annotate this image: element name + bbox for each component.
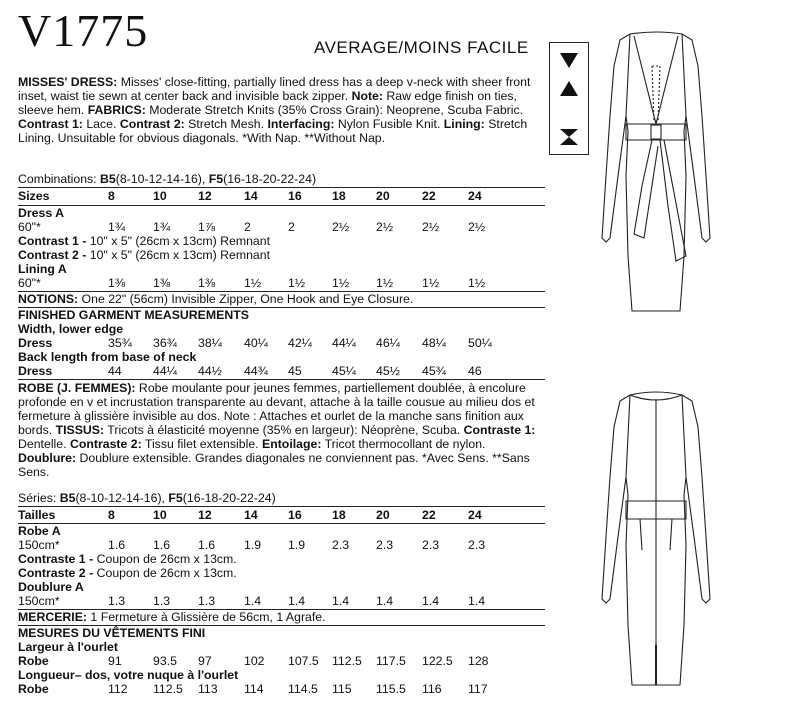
divider — [18, 523, 545, 524]
fabric-layout-icons — [549, 42, 589, 155]
french-description: ROBE (J. FEMMES): Robe moulante pour jeunes femmes, partiellement doublée, à encolure profonde en v et incrustation transparente au devant, attache à la taille cousue au milieu dos et fermeture à glissière invisible au dos. Note : Attaches et ourlet de la manche sans finition aux bords. TISSUS: Tricots à élasticité moyenne (35% en largeur): Néoprène, Scuba. Contraste 1: Dentelle. Contraste 2: Tissu filet extensible. Entoilage: Tricot thermocollant de nylon. Doublure: Doublure extensible. Grandes diagonales ne conviennent pas. *Avec Sens. **Sans Sens. — [18, 381, 536, 479]
contrast-1-row: Contrast 1 - 10" x 5" (26cm x 13cm) Remnant — [18, 234, 271, 248]
mesures-heading: MESURES DU VÊTEMENTS FINI — [18, 626, 206, 640]
largeur-label: Largeur à l'ourlet — [18, 640, 118, 654]
tailles-header-row: Tailles 8 10 12 14 16 18 20 22 24 — [18, 508, 482, 522]
back-length-label: Back length from base of neck — [18, 350, 197, 364]
doublure-a-row: 150cm* 1.3 1.3 1.3 1.4 1.4 1.4 1.4 1.4 1.4 — [18, 594, 486, 608]
fgm-heading: FINISHED GARMENT MEASUREMENTS — [18, 308, 249, 322]
lining-a-label: Lining A — [18, 262, 67, 276]
lining-a-row: 60"* 1⅜ 1⅜ 1⅜ 1½ 1½ 1½ 1½ 1½ 1½ — [18, 276, 486, 290]
english-description: MISSES' DRESS: Misses' close-fitting, partially lined dress has a deep v-neck with sheer front inset, waist tie sewn at center back and invisible back zipper. Note: Raw edge finish on ties, sleeve hem. FABRICS: Moderate Stretch Knits (35% Cross Grain): Neoprene, Scuba Fabric. Contrast 1: Lace. Contrast 2: Stretch Mesh. Interfacing: Nylon Fusible Knit. Lining: Stretch Lining. Unsuitable for obvious diagonals. *With Nap. **Without Nap. — [18, 75, 531, 145]
pattern-number: V1775 — [18, 5, 149, 56]
mercerie-line: MERCERIE: 1 Fermeture à Glissière de 56cm, 1 Agrafe. — [18, 610, 326, 624]
notions-line: NOTIONS: One 22" (56cm) Invisible Zipper, One Hook and Eye Closure. — [18, 292, 414, 306]
robe-a-label: Robe A — [18, 524, 61, 538]
divider — [18, 205, 545, 206]
sizes-header-row: Sizes 8 10 12 14 16 18 20 22 24 — [18, 189, 482, 203]
combinations-line: Combinations: B5(8-10-12-14-16), F5(16-18-20-22-24) — [18, 172, 317, 186]
robe-a-row: 150cm* 1.6 1.6 1.6 1.9 1.9 2.3 2.3 2.3 2.3 — [18, 538, 486, 552]
back-length-row: Dress 44 44¼ 44½ 44¾ 45 45¼ 45½ 45¾ 46 — [18, 364, 482, 378]
width-lower-edge-label: Width, lower edge — [18, 322, 124, 336]
width-row: Dress 35¾ 36¾ 38¼ 40¼ 42¼ 44¼ 46¼ 48¼ 50¼ — [18, 336, 492, 350]
divider — [18, 187, 545, 188]
triangle-up-icon — [560, 81, 578, 96]
contraste-1-row: Contraste 1 - Coupon de 26cm x 13cm. — [18, 552, 237, 566]
triangle-down-icon — [560, 53, 578, 68]
contraste-2-row: Contraste 2 - Coupon de 26cm x 13cm. — [18, 566, 237, 580]
longueur-row: Robe 112 112.5 113 114 114.5 115 115.5 116 117 — [18, 682, 488, 696]
dress-a-row: 60"* 1¾ 1¾ 1⅞ 2 2 2½ 2½ 2½ 2½ — [18, 220, 486, 234]
hourglass-icon — [560, 129, 578, 145]
longueur-label: Longueur– dos, votre nuque à l'ourlet — [18, 668, 239, 682]
largeur-row: Robe 91 93.5 97 102 107.5 112.5 117.5 122.5 128 — [18, 654, 489, 668]
difficulty-level: AVERAGE/MOINS FACILE — [314, 38, 529, 57]
series-line: Séries: B5(8-10-12-14-16), F5(16-18-20-22-24) — [18, 491, 276, 505]
dress-a-label: Dress A — [18, 206, 65, 220]
dress-back-illustration — [596, 385, 716, 705]
doublure-a-label: Doublure A — [18, 580, 84, 594]
dress-front-illustration — [596, 6, 716, 321]
divider — [18, 379, 545, 380]
contrast-2-row: Contrast 2 - 10" x 5" (26cm x 13cm) Remnant — [18, 248, 271, 262]
divider — [18, 506, 545, 507]
